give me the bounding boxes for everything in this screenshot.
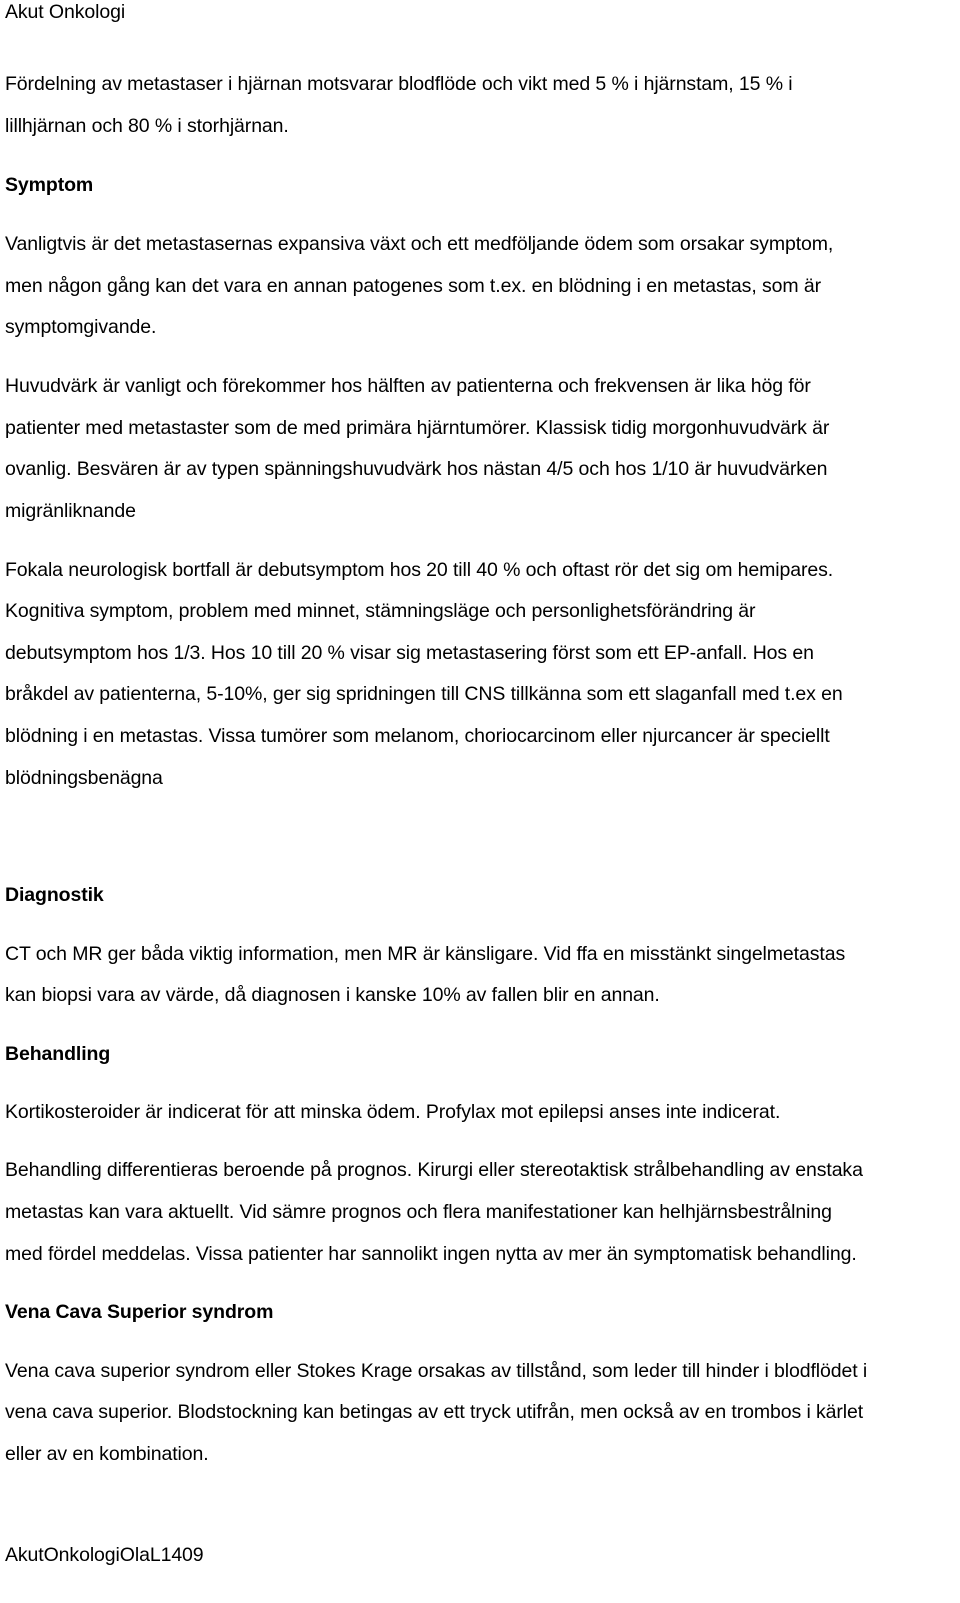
- paragraph-line: Behandling differentieras beroende på prognos. Kirurgi eller stereotaktisk strålbehandling av enstaka: [5, 1159, 863, 1181]
- paragraph-line: symptomgivande.: [5, 316, 157, 338]
- intro-line-2: lillhjärnan och 80 % i storhjärnan.: [5, 115, 289, 137]
- paragraph-line: blödning i en metastas. Vissa tumörer som melanom, choriocarcinom eller njurcancer är speciellt: [5, 725, 830, 747]
- paragraph-line: Vanligtvis är det metastasernas expansiva växt och ett medföljande ödem som orsakar symptom,: [5, 233, 834, 255]
- paragraph-line: eller av en kombination.: [5, 1443, 209, 1465]
- paragraph-line: vena cava superior. Blodstockning kan betingas av ett tryck utifrån, men också av en trombos i kärlet: [5, 1401, 864, 1423]
- page-footer-text: AkutOnkologiOlaL1409: [5, 1544, 204, 1566]
- paragraph-line: blödningsbenägna: [5, 767, 163, 789]
- paragraph-line: debutsymptom hos 1/3. Hos 10 till 20 % visar sig metastasering först som ett EP-anfall. Hos en: [5, 642, 814, 664]
- paragraph-line: Vena cava superior syndrom eller Stokes Krage orsakas av tillstånd, som leder till hinder i blodflödet i: [5, 1360, 868, 1382]
- paragraph-line: patienter med metastaster som de med primära hjärntumörer. Klassisk tidig morgonhuvudvärk är: [5, 417, 830, 439]
- section-heading-vena-cava: Vena Cava Superior syndrom: [5, 1301, 274, 1323]
- section-heading-diagnostik: Diagnostik: [5, 884, 104, 906]
- section-heading-behandling: Behandling: [5, 1043, 111, 1065]
- paragraph-line: med fördel meddelas. Vissa patienter har sannolikt ingen nytta av mer än symptomatisk behandling.: [5, 1243, 857, 1265]
- paragraph-line: CT och MR ger båda viktig information, men MR är känsligare. Vid ffa en misstänkt singelmetastas: [5, 943, 846, 965]
- paragraph-line: Fokala neurologisk bortfall är debutsymptom hos 20 till 40 % och oftast rör det sig om hemipares.: [5, 559, 834, 581]
- intro-line-1: Fördelning av metastaser i hjärnan motsvarar blodflöde och vikt med 5 % i hjärnstam, 15 % i: [5, 73, 793, 95]
- paragraph-line: Kortikosteroider är indicerat för att minska ödem. Profylax mot epilepsi anses inte indicerat.: [5, 1101, 781, 1123]
- paragraph-line: Huvudvärk är vanligt och förekommer hos hälften av patienterna och frekvensen är lika hög för: [5, 375, 811, 397]
- paragraph-line: kan biopsi vara av värde, då diagnosen i kanske 10% av fallen blir en annan.: [5, 984, 660, 1006]
- paragraph-line: ovanlig. Besvären är av typen spänningshuvudvärk hos nästan 4/5 och hos 1/10 är huvudvärken: [5, 458, 828, 480]
- paragraph-line: metastas kan vara aktuellt. Vid sämre prognos och flera manifestationer kan helhjärnsbestrålning: [5, 1201, 832, 1223]
- paragraph-line: men någon gång kan det vara en annan patogenes som t.ex. en blödning i en metastas, som är: [5, 275, 821, 297]
- page-header-title: Akut Onkologi: [5, 1, 126, 23]
- paragraph-line: bråkdel av patienterna, 5-10%, ger sig spridningen till CNS tillkänna som ett slaganfall med t.ex en: [5, 683, 843, 705]
- paragraph-line: Kognitiva symptom, problem med minnet, stämningsläge och personlighetsförändring är: [5, 600, 756, 622]
- section-heading-symptom: Symptom: [5, 174, 94, 196]
- paragraph-line: migränliknande: [5, 500, 136, 522]
